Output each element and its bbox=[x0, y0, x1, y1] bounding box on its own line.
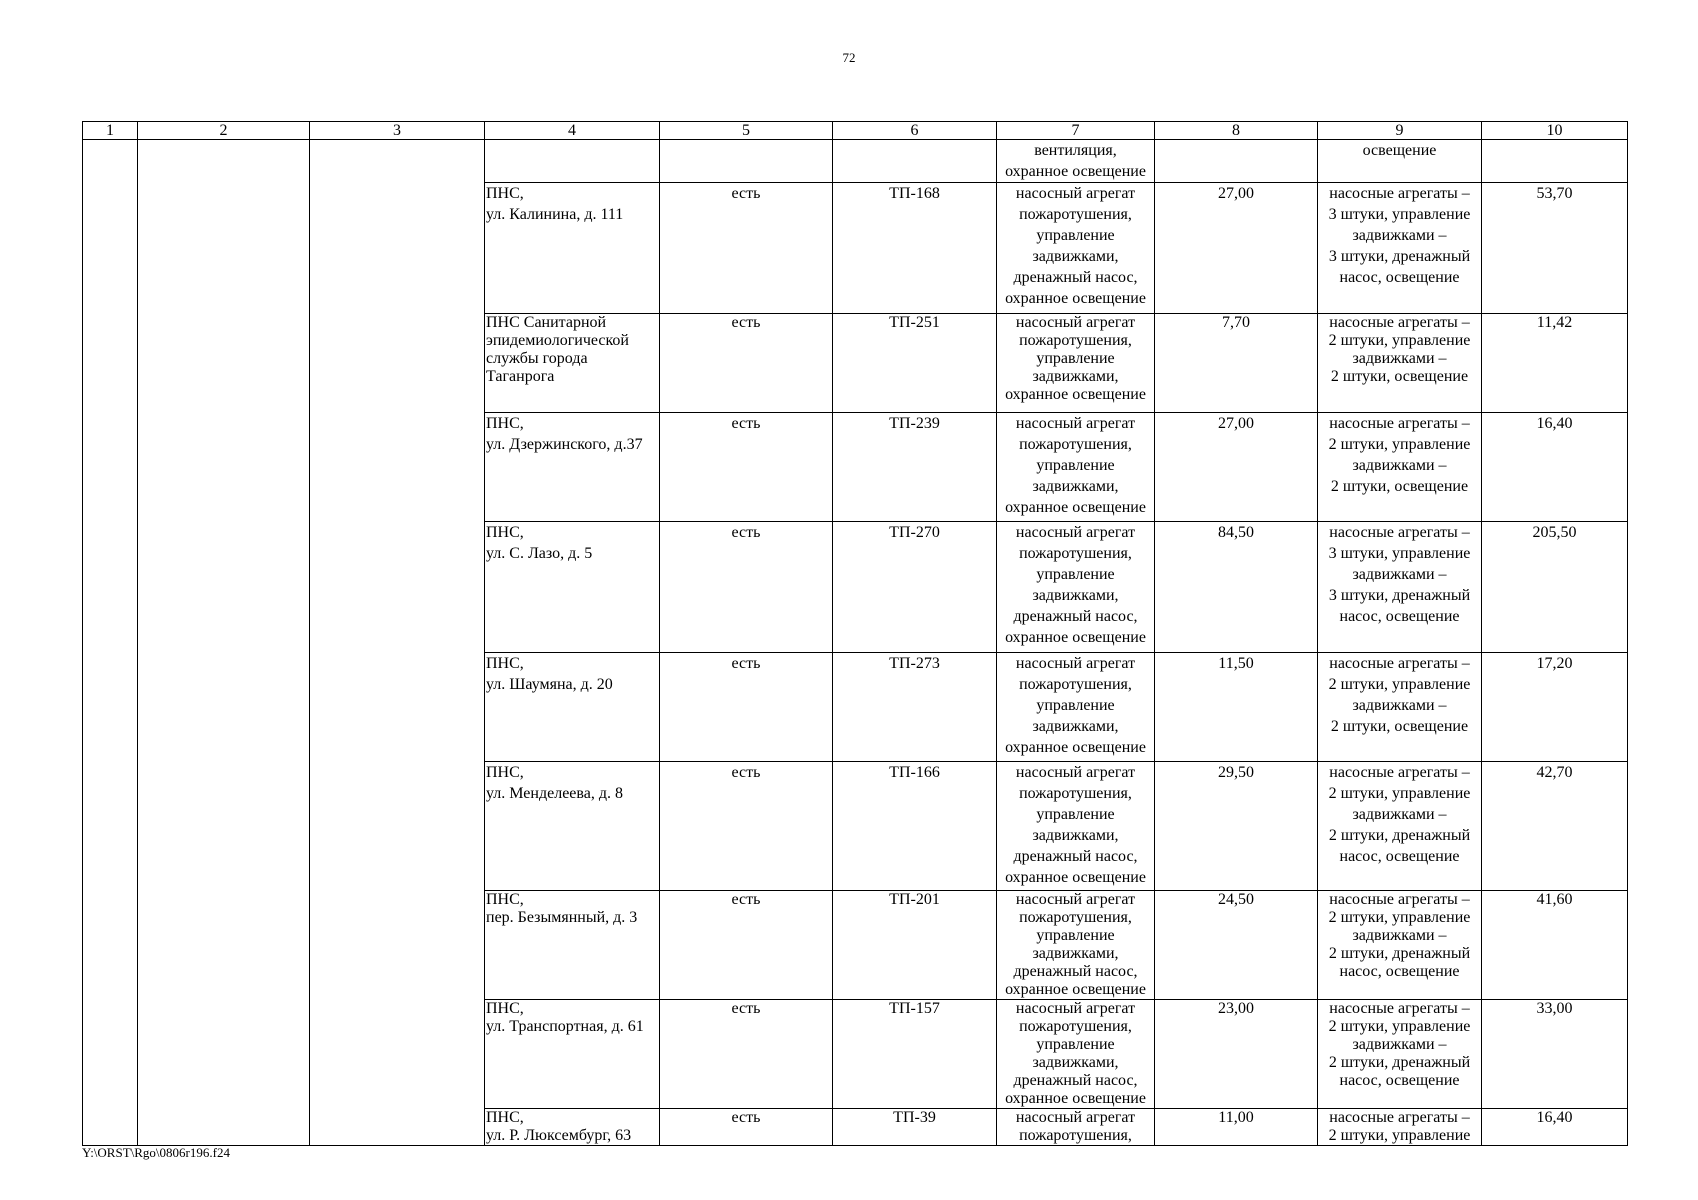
col-header-8: 8 bbox=[1155, 122, 1318, 140]
cell-equipment: вентиляция, охранное освещение bbox=[997, 140, 1155, 183]
cell-equipment: насосный агрегат пожаротушения, bbox=[997, 1109, 1155, 1146]
cell-total: 17,20 bbox=[1482, 653, 1628, 762]
cell-substation: ТП-39 bbox=[833, 1109, 997, 1146]
cell-availability: есть bbox=[660, 183, 833, 314]
cell-power: 24,50 bbox=[1155, 891, 1318, 1000]
cell-power: 11,50 bbox=[1155, 653, 1318, 762]
cell-consumers: насосные агрегаты – 2 штуки, управление задвижками – 2 штуки, дренажный насос, освещение bbox=[1318, 1000, 1482, 1109]
cell-consumers: насосные агрегаты – 2 штуки, управление задвижками – 2 штуки, освещение bbox=[1318, 413, 1482, 522]
cell-substation: ТП-168 bbox=[833, 183, 997, 314]
cell-substation: ТП-251 bbox=[833, 314, 997, 413]
col-header-1: 1 bbox=[83, 122, 138, 140]
equipment-table bbox=[82, 121, 1628, 1146]
cell-equipment: насосный агрегат пожаротушения, управление задвижками, дренажный насос, охранное освещение bbox=[997, 762, 1155, 891]
cell-total: 205,50 bbox=[1482, 522, 1628, 653]
cell-equipment: насосный агрегат пожаротушения, управление задвижками, охранное освещение bbox=[997, 413, 1155, 522]
cell-power: 23,00 bbox=[1155, 1000, 1318, 1109]
cell-equipment: насосный агрегат пожаротушения, управление задвижками, охранное освещение bbox=[997, 653, 1155, 762]
cell-substation: ТП-166 bbox=[833, 762, 997, 891]
cell-availability: есть bbox=[660, 1000, 833, 1109]
cell-equipment: насосный агрегат пожаротушения, управление задвижками, дренажный насос, охранное освещение bbox=[997, 522, 1155, 653]
cell-object bbox=[485, 140, 660, 183]
cell-consumers: насосные агрегаты – 3 штуки, управление задвижками – 3 штуки, дренажный насос, освещение bbox=[1318, 522, 1482, 653]
cell-power: 11,00 bbox=[1155, 1109, 1318, 1146]
cell-equipment: насосный агрегат пожаротушения, управление задвижками, дренажный насос, охранное освещение bbox=[997, 1000, 1155, 1109]
col-header-7: 7 bbox=[997, 122, 1155, 140]
cell-availability bbox=[660, 140, 833, 183]
cell-power: 27,00 bbox=[1155, 183, 1318, 314]
cell-availability: есть bbox=[660, 891, 833, 1000]
col-header-10: 10 bbox=[1482, 122, 1628, 140]
page-number: 72 bbox=[842, 50, 856, 65]
cell-total: 42,70 bbox=[1482, 762, 1628, 891]
col-header-6: 6 bbox=[833, 122, 997, 140]
footer-file-path: Y:\ORST\Rgo\0806r196.f24 bbox=[82, 1145, 230, 1160]
cell-object: ПНС, ул. Менделеева, д. 8 bbox=[485, 762, 660, 891]
cell-substation: ТП-239 bbox=[833, 413, 997, 522]
cell-object: ПНС, ул. Дзержинского, д.37 bbox=[485, 413, 660, 522]
table-row bbox=[83, 140, 1628, 183]
cell-total: 53,70 bbox=[1482, 183, 1628, 314]
col-header-4: 4 bbox=[485, 122, 660, 140]
col-header-3: 3 bbox=[310, 122, 485, 140]
cell-equipment: насосный агрегат пожаротушения, управление задвижками, дренажный насос, охранное освещение bbox=[997, 891, 1155, 1000]
cell-substation: ТП-201 bbox=[833, 891, 997, 1000]
cell-availability: есть bbox=[660, 413, 833, 522]
cell-object: ПНС Санитарной эпидемиологической службы города Таганрога bbox=[485, 314, 660, 413]
cell-substation: ТП-270 bbox=[833, 522, 997, 653]
cell-object: ПНС, ул. Транспортная, д. 61 bbox=[485, 1000, 660, 1109]
cell-consumers: освещение bbox=[1318, 140, 1482, 183]
cell-total bbox=[1482, 140, 1628, 183]
cell-power bbox=[1155, 140, 1318, 183]
cell-col2-merged bbox=[138, 140, 310, 1146]
cell-total: 16,40 bbox=[1482, 413, 1628, 522]
col-header-9: 9 bbox=[1318, 122, 1482, 140]
cell-power: 84,50 bbox=[1155, 522, 1318, 653]
cell-availability: есть bbox=[660, 1109, 833, 1146]
cell-availability: есть bbox=[660, 522, 833, 653]
cell-substation bbox=[833, 140, 997, 183]
cell-consumers: насосные агрегаты – 2 штуки, управление задвижками – 2 штуки, дренажный насос, освещение bbox=[1318, 762, 1482, 891]
cell-consumers: насосные агрегаты – 3 штуки, управление задвижками – 3 штуки, дренажный насос, освещение bbox=[1318, 183, 1482, 314]
cell-substation: ТП-273 bbox=[833, 653, 997, 762]
cell-substation: ТП-157 bbox=[833, 1000, 997, 1109]
cell-power: 27,00 bbox=[1155, 413, 1318, 522]
cell-availability: есть bbox=[660, 653, 833, 762]
cell-power: 7,70 bbox=[1155, 314, 1318, 413]
col-header-2: 2 bbox=[138, 122, 310, 140]
col-header-5: 5 bbox=[660, 122, 833, 140]
cell-consumers: насосные агрегаты – 2 штуки, управление задвижками – 2 штуки, освещение bbox=[1318, 314, 1482, 413]
cell-total: 33,00 bbox=[1482, 1000, 1628, 1109]
cell-col3-merged bbox=[310, 140, 485, 1146]
cell-consumers: насосные агрегаты – 2 штуки, управление задвижками – 2 штуки, дренажный насос, освещение bbox=[1318, 891, 1482, 1000]
cell-object: ПНС, ул. Калинина, д. 111 bbox=[485, 183, 660, 314]
cell-object: ПНС, ул. Р. Люксембург, 63 bbox=[485, 1109, 660, 1146]
cell-object: ПНС, пер. Безымянный, д. 3 bbox=[485, 891, 660, 1000]
cell-col1-merged bbox=[83, 140, 138, 1146]
cell-consumers: насосные агрегаты – 2 штуки, управление задвижками – 2 штуки, освещение bbox=[1318, 653, 1482, 762]
cell-object: ПНС, ул. С. Лазо, д. 5 bbox=[485, 522, 660, 653]
cell-total: 41,60 bbox=[1482, 891, 1628, 1000]
cell-object: ПНС, ул. Шаумяна, д. 20 bbox=[485, 653, 660, 762]
cell-availability: есть bbox=[660, 762, 833, 891]
cell-consumers: насосные агрегаты – 2 штуки, управление bbox=[1318, 1109, 1482, 1146]
cell-equipment: насосный агрегат пожаротушения, управление задвижками, дренажный насос, охранное освещение bbox=[997, 183, 1155, 314]
cell-total: 16,40 bbox=[1482, 1109, 1628, 1146]
cell-equipment: насосный агрегат пожаротушения, управление задвижками, охранное освещение bbox=[997, 314, 1155, 413]
header-row bbox=[83, 122, 1628, 140]
cell-total: 11,42 bbox=[1482, 314, 1628, 413]
cell-power: 29,50 bbox=[1155, 762, 1318, 891]
cell-availability: есть bbox=[660, 314, 833, 413]
